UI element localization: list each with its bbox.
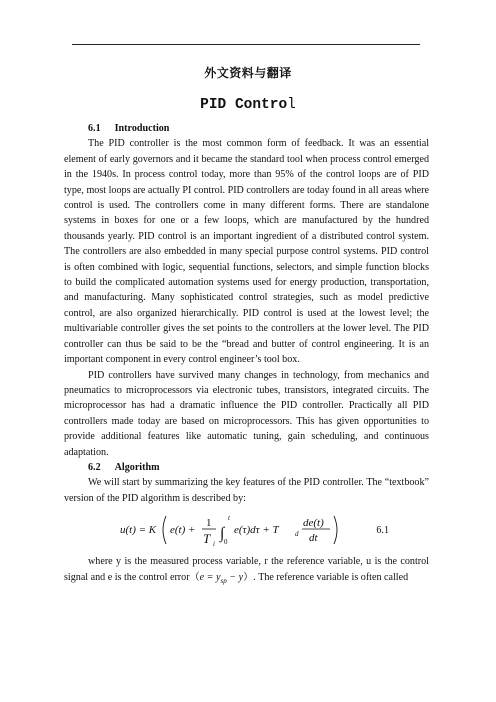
header-rule [72,44,420,45]
eq-deriv-den: dt [309,532,318,545]
section-number: 6.2 [88,461,101,473]
eq-integrand: e(τ)dτ + T [234,524,279,537]
eq-int-upper: t [228,514,230,523]
section-number: 6.1 [88,123,101,134]
paragraph: The PID controller is the most common form of feedback. It was an essential element of early governors and it became the standard tool when process control emerged in the 1940s. In process control today, more than 95% of the control loops are of PID type, most loops are actually PI control. PID controllers are today found in all areas where control is used. The controllers come in many different forms. There are standalone systems in boxes for one or a few loops, which are manufactured by the hundred thousands yearly. PID control is an important ingredient of a distributed control system. The controllers are also embedded in many special purpose control systems. PID control is often combined with logic, sequential functions, selectors, and simple function blocks to build the complicated automation systems used for energy production, transportation, and manufacturing. Many sophisticated control strategies, such as model predictive control, are also organized hierarchically. PID control is used at the lowest level; the multivariable controller gives the set points to the controllers at the lower level. The PID controller can thus be said to be the “bread and butter of control engineering. It is an important component in every control engineer’s tool box. [64,138,429,366]
section-heading-introduction [88,121,429,136]
right-paren [334,516,337,544]
eq-td-sub: d [295,530,299,539]
integral-sign: ∫ [220,525,225,543]
left-paren [163,516,166,544]
eq-frac-num: 1 [206,517,212,530]
document-body [64,121,429,589]
title-tail: l [287,97,296,113]
inline-math-tail: − y [226,571,244,583]
equation-number: 6.1 [376,525,389,537]
inline-error-formula [200,572,243,583]
document-header: 外文资料与翻译 [204,66,292,80]
text-after-math: ）. The reference variable is often called [243,571,409,583]
page-title [0,97,496,113]
section-title: Algorithm [114,461,160,473]
section-title: Introduction [114,123,170,134]
text-before-math: where y is the measured process variable, r the reference variable, u is the control signal and e is the control error（ [64,556,429,583]
section-heading-algorithm [88,460,429,475]
eq-frac-den-sub: i [213,540,215,549]
paragraph-after-equation [64,554,429,589]
eq-deriv-num: de(t) [303,517,324,530]
pid-equation [64,510,429,550]
title-main: PID Contro [200,97,288,113]
equation-graphic [120,510,360,550]
eq-frac-den: T [203,531,211,547]
inline-math-sub: sp [220,576,227,585]
eq-lhs: u(t) = K [120,524,157,537]
inline-math-main: e = y [199,571,221,583]
paragraph: PID controllers have survived many changes in technology, from mechanics and pneumatics to microprocessors via electronic tubes, transistors, integrated circuits. The microprocessor has had a dramatic influence the PID controller. Practically all PID controllers made today are based on microprocessors. This has given opportunities to provide additional features like automatic tuning, gain scheduling, and continuous adaptation. [64,369,429,458]
eq-term1: e(t) + [170,524,196,537]
paragraph: We will start by summarizing the key features of the PID controller. The “textbook” version of the PID algorithm is described by: [64,477,429,504]
eq-int-lower: 0 [224,538,228,547]
